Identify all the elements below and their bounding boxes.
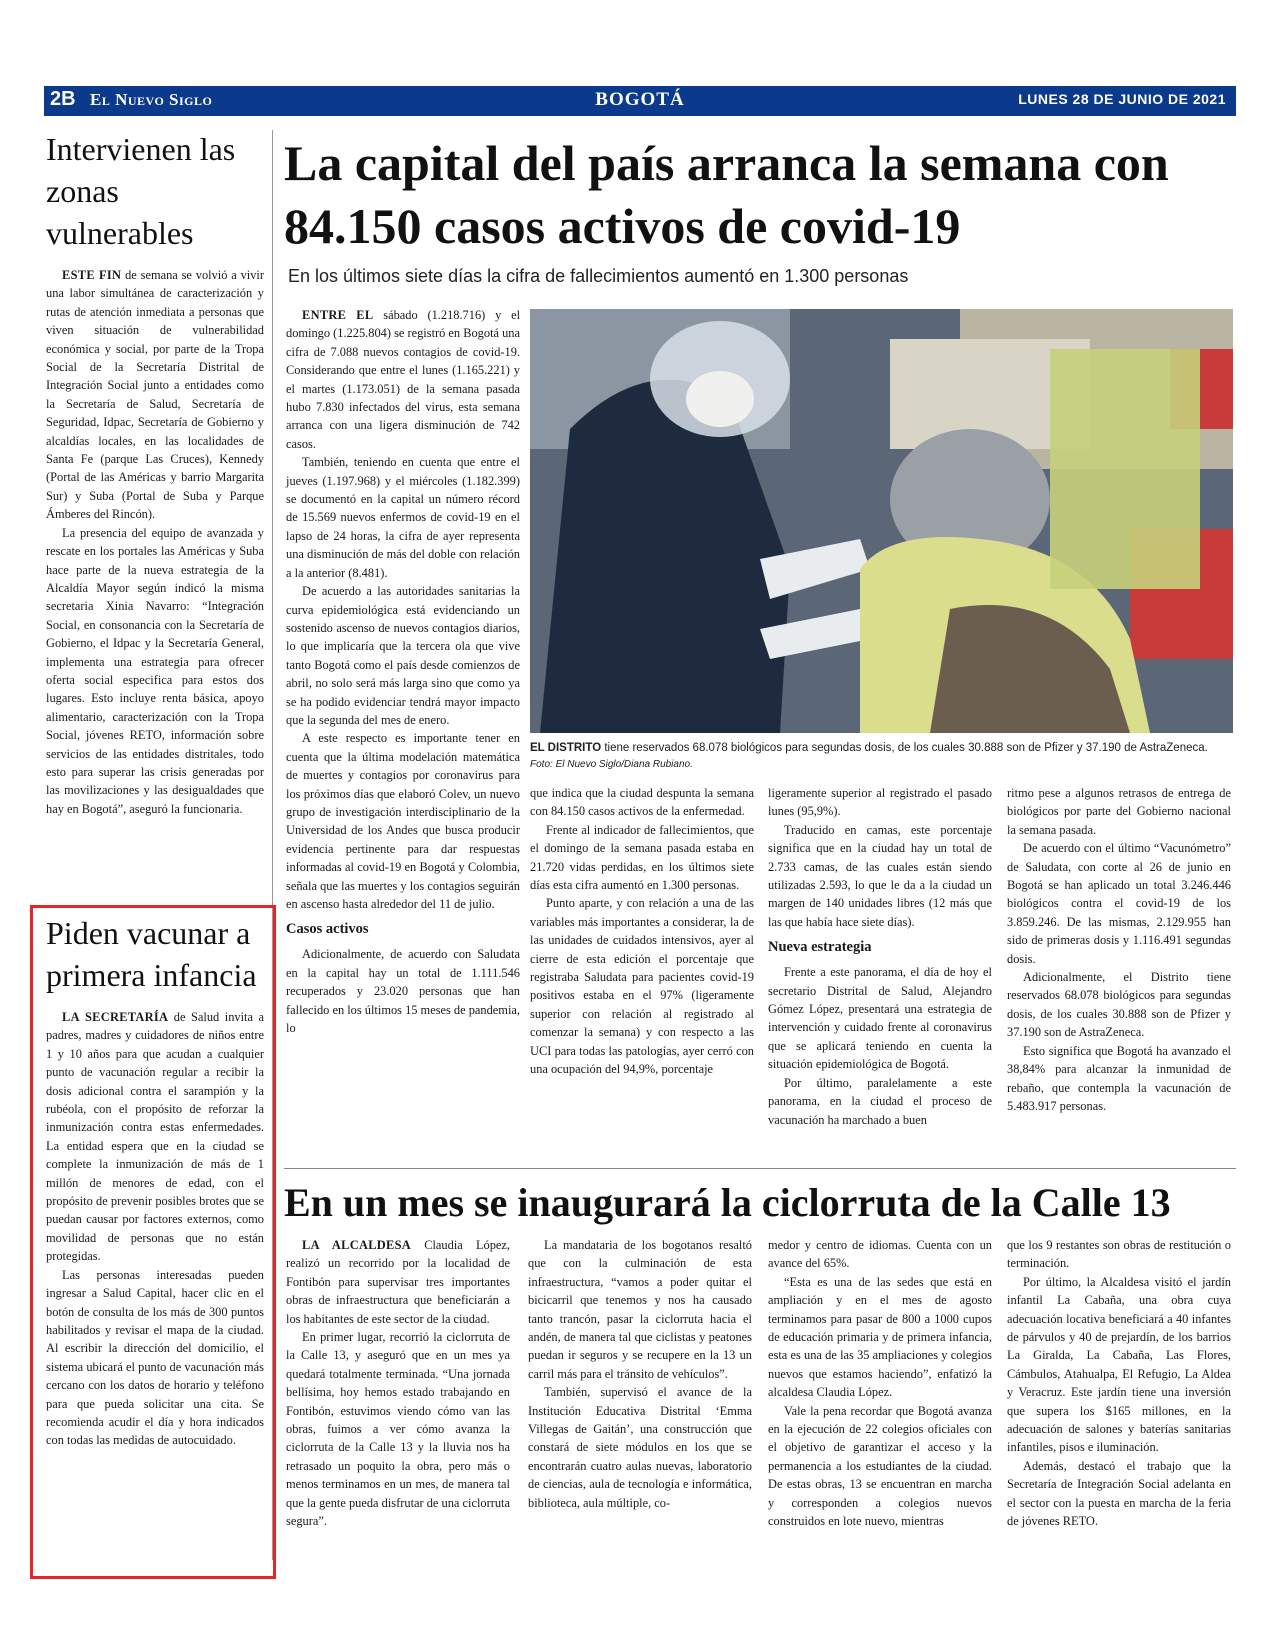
paragraph <box>768 784 992 821</box>
paragraph <box>46 1266 264 1450</box>
paragraph-text: Adicionalmente, el Distrito tiene reservados 68.078 biológicos para segundas dosis, de los cuales 30.888 son de Pfizer y 37.190 son de AstraZeneca. <box>1007 970 1231 1040</box>
main-column-1 <box>286 306 520 1037</box>
paragraph-text: La presencia del equipo de avanzada y rescate en los portales las Américas y Suba hace parte de la nueva estrategia de la Alcaldía Mayor según indicó la misma secretaria Xinia Navarro: “Integración Social, en consonancia con la Secretaría de Gobierno, el Idpac y la Secretaría General, implementa una estrategia para ofrecer oferta social especifica para estos dos lugares. Esto incluye renta básica, apoyo alimentario, caracterización con la Tropa Social, jóvenes RETO, información sobre servicios de las entidades distritales, todo esto para superar las crisis generadas por las movilizaciones y las desigualdades que hay en Bogotá”, aseguró la funcionaria. <box>46 525 264 816</box>
issue-date: LUNES 28 DE JUNIO DE 2021 <box>1018 91 1226 107</box>
paragraph <box>768 1236 992 1273</box>
paragraph <box>1007 1273 1231 1457</box>
paragraph <box>286 453 520 582</box>
paragraph <box>768 963 992 1073</box>
paragraph <box>286 1236 510 1328</box>
second-column-3 <box>768 1236 992 1531</box>
caption-lead: EL DISTRITO <box>530 742 602 754</box>
newspaper-name: El Nuevo Siglo <box>90 90 213 109</box>
paragraph-text: Frente a este panorama, el día de hoy el secretario Distrital de Salud, Alejandro Gómez López, presentará una estrategia de intervención y cuidado frente al coronavirus que se aplicará teniendo en cuenta la situación epidemiológica de Bogotá. <box>768 965 992 1072</box>
paragraph-text: Traducido en camas, este porcentaje significa que en la ciudad hay un total de 2.733 camas, de las cuales están siendo utilizadas 2.593, lo que le da a la ciudad un margen de 140 unidades libres (12 más que las que había hace siete días). <box>768 822 992 929</box>
main-headline: La capital del país arranca la semana con 84.150 casos activos de covid-19 <box>284 135 1169 254</box>
story-divider <box>284 1168 1236 1169</box>
sidebar-story-1 <box>46 128 264 818</box>
paragraph-text: de semana se volvió a vivir una labor simultánea de caracterización y rutas de atención inmediata a personas que viven situación de vulnerabilidad económica y social, por parte de la Tropa Social de la Secretaría Distrital de Integración Social junto a entidades como la Secretaría de Salud, Secretaría de Seguridad, Idpac, Secretaría de Gobierno y alcaldías locales, en las localidades de Santa Fe (parque Las Cruces), Kennedy (Portal de las Américas y barrio Margarita Sur) y Suba (Portal de Suba y Parque Ámberes del Rincón). <box>46 268 264 522</box>
sidebar-1-body <box>46 266 264 818</box>
second-headline: En un mes se inaugurará la ciclorruta de la Calle 13 <box>284 1180 1171 1225</box>
paragraph <box>768 821 992 931</box>
paragraph-text: Por último, paralelamente a este panorama, en la ciudad el proceso de vacunación ha marchado a buen <box>768 1075 992 1127</box>
paragraph-text: En primer lugar, recorrió la ciclorruta de la Calle 13, y aseguró que en un mes ya quedará totalmente terminada. “Una jornada bellísima, hoy hemos estado trabajando en Fontibón, estuvimos viendo cómo van las obras, fuimos a ver cómo avanza la ciclorruta de la Calle 13 y la lluvia nos ha retrasado un poquito la obra, pero más o menos terminamos en un mes, de manera tal que la gente pueda disfrutar de una ciclorruta segura”. <box>286 1330 510 1529</box>
caption-credit: Foto: El Nuevo Siglo/Diana Rubiano. <box>530 759 693 770</box>
paragraph <box>768 1402 992 1531</box>
paragraph <box>286 945 520 1037</box>
sidebar-2-headline: Piden vacunar a primera infancia <box>46 915 257 993</box>
paragraph-text: Por último, la Alcaldesa visitó el jardín infantil La Cabaña, una obra cuya adecuación locativa beneficiará a 40 infantes de párvulos y 40 de prejardín, de los barrios La Giralda, La Cabaña, Las Flores, Cámbulos, Atahualpa, El Refugio, La Aldea y Veracruz. Este jardín tiene una inversión que supera los $165 millones, en la adecuación de salones y baterías sanitarias infantiles, pisos e iluminación. <box>1007 1274 1231 1455</box>
paragraph-text: que los 9 restantes son obras de restitución o terminación. <box>1007 1238 1231 1271</box>
second-column-4 <box>1007 1236 1231 1531</box>
lead-in: ESTE FIN <box>62 268 122 282</box>
header-bar <box>44 86 1236 116</box>
main-subheadline: En los últimos siete días la cifra de fallecimientos aumentó en 1.300 personas <box>288 266 909 286</box>
subheading: Casos activos <box>286 921 369 938</box>
paragraph-text: De acuerdo a las autoridades sanitarias la curva epidemiológica está evidenciando un sostenido ascenso de nuevos contagios diarios, lo que implicaría que la tercera ola que vive tanto Bogotá como el país desde comienzos de abril, no solo será más larga sino que como ya se ha podido evidenciar tendrá mayor impacto que la segunda del mes de enero. <box>286 584 520 727</box>
lead-in: ENTRE EL <box>302 308 374 322</box>
paragraph-text: medor y centro de idiomas. Cuenta con un avance del 65%. <box>768 1238 992 1271</box>
paragraph-text: También, supervisó el avance de la Institución Educativa Distrital ‘Emma Villegas de Gaitán’, una construcción que constará de siete módulos en los que se encontrarán cuatro aulas nuevas, laboratorio de ciencias, aula de tecnología e informática, biblioteca, aula múltiple, co- <box>528 1385 752 1510</box>
section-name: BOGOTÁ <box>595 89 685 110</box>
paragraph-text: De acuerdo con el último “Vacunómetro” de Saludata, con corte al 26 de junio en Bogotá se han aplicado un total 3.246.446 biológicos contra el covid-19 de los 3.859.246. De las mismas, 2.129.955 han sido de primeras dosis y 1.116.491 segundas dosis. <box>1007 841 1231 966</box>
paragraph <box>530 821 754 895</box>
second-column-2 <box>528 1236 752 1512</box>
paragraph <box>530 894 754 1078</box>
main-column-4 <box>1007 784 1231 1115</box>
second-column-1 <box>286 1236 510 1531</box>
paragraph-text: Claudia López, realizó un recorrido por la localidad de Fontibón para supervisar tres importantes obras de infraestructura que beneficiarán a los habitantes de este sector de la ciudad. <box>286 1238 510 1326</box>
main-column-2 <box>530 784 754 1079</box>
lead-in: LA SECRETARÍA <box>62 1010 169 1024</box>
paragraph-text: Adicionalmente, de acuerdo con Saludata en la capital hay un total de 1.111.546 recuperados y 23.020 personas que han fallecido en los últimos 15 meses de pandemia, lo <box>286 947 520 1036</box>
paragraph <box>286 1328 510 1530</box>
paragraph <box>528 1236 752 1383</box>
paragraph <box>1007 839 1231 968</box>
paragraph-text: También, teniendo en cuenta que entre el jueves (1.197.968) y el miércoles (1.182.399) se documentó en la capital un número récord de 15.569 nuevos enfermos de covid-19 en el lapso de 24 horas, la cifra de ayer representa una disminución de más del doble con relación a la anterior (8.481). <box>286 455 520 580</box>
sidebar-1-headline: Intervienen las zonas vulnerables <box>46 131 236 251</box>
paragraph <box>1007 784 1231 839</box>
paragraph-text: Esto significa que Bogotá ha avanzado el 38,84% para alcanzar la inmunidad de rebaño, que contempla la vacunación de 5.483.917 personas. <box>1007 1043 1231 1113</box>
paragraph <box>1007 1457 1231 1531</box>
paragraph <box>46 266 264 524</box>
paragraph-text: ritmo pese a algunos retrasos de entrega de biológicos por parte del Gobierno nacional la semana pasada. <box>1007 786 1231 837</box>
main-column-3 <box>768 784 992 1129</box>
paragraph-text: “Esta es una de las sedes que está en ampliación y en el mes de agosto terminamos para pasar de 800 a 1000 cupos de educación primaria y de primera infancia, esta es una de las 35 ampliaciones y colegios nuevos que estamos haciendo”, enfatizó la alcaldesa Claudia López. <box>768 1274 992 1400</box>
paragraph <box>46 524 264 819</box>
paragraph <box>768 1273 992 1402</box>
paragraph-text: Frente al indicador de fallecimientos, que el domingo de la semana pasada estaba en 21.720 vidas perdidas, en los últimos siete días esta cifra aumentó en 1.300 personas. <box>530 822 754 893</box>
paragraph <box>1007 968 1231 1042</box>
paragraph-text: Punto aparte, y con relación a una de las variables más importantes a considerar, la de las unidades de cuidados intensivos, ayer al cierre de esta edición el porcentaje que registraba Saludata para pacientes covid-19 positivos estaba en el 97% (ligeramente superior con relación al registrado al comenzar la semana) y con respecto a las UCI para todas las patologías, ayer cerró con una ocupación del 94,9%, porcentaje <box>530 896 754 1077</box>
paragraph-text: de Salud invita a padres, madres y cuidadores de niños entre 1 y 10 años para que acudan a cualquier punto de vacunación regular a recibir la dosis adicional contra el sarampión y la rubéola, con el propósito de reforzar la inmunización contra estas enfermedades. La entidad espera que en la ciudad se complete la inmunización de más de 1 millón de menores de edad, con el propósito de prevenir posibles brotes que se puedan causar por factores externos, como movilidad de personas que no están protegidas. <box>46 1010 264 1264</box>
subheading: Nueva estrategia <box>768 939 872 956</box>
sidebar-story-2 <box>46 912 264 1450</box>
vaccination-photo <box>530 309 1233 733</box>
paragraph-text: sábado (1.218.716) y el domingo (1.225.804) se registró en Bogotá una cifra de 7.088 nuevos contagios de covid-19. Considerando que entre el lunes (1.165.221) y el martes (1.173.051) de la semana pasada hubo 7.830 infectados del virus, esta semana arranca con una ligera disminución de 742 casos. <box>286 308 521 451</box>
paragraph-text: ligeramente superior al registrado el pasado lunes (95,9%). <box>768 786 992 819</box>
paragraph <box>1007 1042 1231 1116</box>
paragraph-text: A este respecto es importante tener en cuenta que la última modelación matemática de muertes y contagios por coronavirus para los próximos días que elaboró Colev, un nuevo grupo de investigación interdisciplinario de la Universidad de los Andes que busca producir evidencia pertinente para dar respuestas informadas al covid-19 en Bogotá y Colombia, señala que las muertes y los contagios seguirán en ascenso hasta alrededor del 11 de julio. <box>286 731 520 911</box>
caption-text: tiene reservados 68.078 biológicos para segundas dosis, de los cuales 30.888 son de Pfizer y 37.190 de AstraZeneca. <box>601 742 1208 754</box>
paragraph <box>528 1383 752 1512</box>
photo-illustration <box>530 309 1233 733</box>
paragraph <box>286 306 520 453</box>
paragraph <box>768 1074 992 1129</box>
paragraph <box>286 729 520 913</box>
paragraph-text: que indica que la ciudad despunta la semana con 84.150 casos activos de la enfermedad. <box>530 786 754 819</box>
lead-in: LA ALCALDESA <box>302 1238 412 1252</box>
paragraph-text: La mandataria de los bogotanos resaltó que con la culminación de esta infraestructura, “vamos a poder quitar el bicicarril que tenemos y nos ha causado tanto trancón, pasar la ciclorruta hacia el andén, de manera tal que ciclistas y peatones puedan ir seguros y se recupere en la 13 un carril más para el tránsito de vehículos”. <box>528 1238 752 1381</box>
paragraph <box>1007 1236 1231 1273</box>
page-number: 2B <box>50 88 76 110</box>
paragraph-text: Vale la pena recordar que Bogotá avanza en la ejecución de 22 colegios oficiales con el objetivo de garantizar el acceso y la permanencia a los estudiantes de la ciudad. De estas obras, 13 se encuentran en marcha y corresponden a colegios nuevos construidos en lote nuevo, mientras <box>768 1403 992 1529</box>
paragraph <box>530 784 754 821</box>
paragraph <box>46 1008 264 1266</box>
paragraph <box>286 582 520 729</box>
paragraph-text: Además, destacó el trabajo que la Secretaría de Integración Social adelanta en el sector con la puesta en marcha de la feria de jóvenes RETO. <box>1007 1458 1231 1529</box>
sidebar-2-body <box>46 1008 264 1450</box>
paragraph-text: Las personas interesadas pueden ingresar a Salud Capital, hacer clic en el botón de consulta de los más de 300 puntos habilitados y revisar el mapa de la ciudad. Al escribir la dirección del domicilio, el sistema ubicará el punto de vacunación más cercano con los datos de horario y teléfono para que pueda solicitar una cita. Se recomienda acudir el día y hora indicados con todas las medidas de autocuidado. <box>46 1267 264 1448</box>
photo-caption <box>530 740 1233 773</box>
